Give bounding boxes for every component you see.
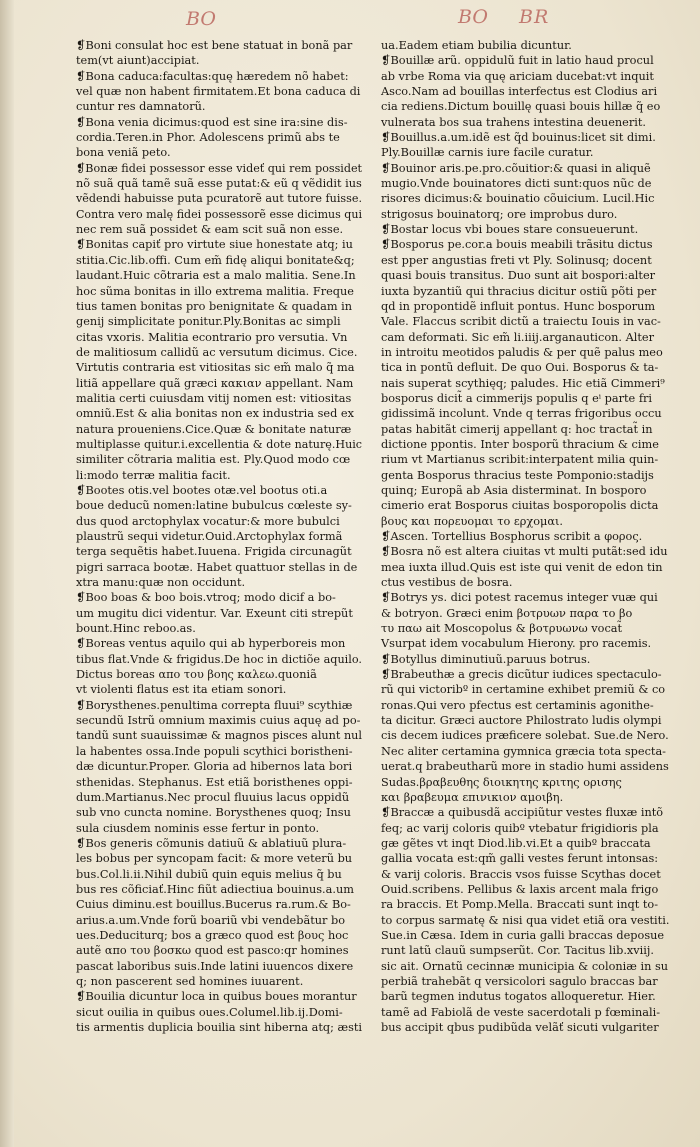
text-line: ❡Bouinor aris.pe.pro.cõuitior:& quasi in aliquẽ	[381, 161, 651, 175]
text-line: genta Bosporus thracius teste Pomponio:stadijs	[381, 468, 654, 482]
text-line: terga sequẽtis habet.Iuuena. Frigida circunagũt	[76, 545, 352, 559]
text-line: autẽ απο του βοσκω quod est pasco:qr homines	[76, 944, 349, 958]
text-line: bus accipit qbus pudibũda velãť sicuti vulgariter	[381, 1021, 659, 1034]
text-line: la habentes ossa.Inde populi scythici boristheni-	[76, 744, 353, 758]
text-line: malitia certi cuiusdam vitij nomen est: vitiositas	[76, 391, 352, 405]
text-line: rium vt Martianus scribit:interpatent milia quin-	[381, 453, 659, 467]
text-line: bus res cõficiať.Hinc fiũt adiectiua bouinus.a.um	[76, 882, 354, 896]
text-line: & varij coloris. Braccis vsos fuisse Scythas docet	[381, 867, 661, 881]
text-line: rũ qui victoribº in certamine exhibet premiũ & co	[381, 683, 666, 697]
text-line: ❡Boo boas & boo bois.vtroq; modo dicif a bo-	[76, 591, 336, 605]
text-line: ❡Botrys ys. dici potest racemus integer vuæ qui	[381, 591, 658, 605]
text-line: bount.Hinc reboo.as.	[76, 622, 196, 636]
text-line: qd in propontidẽ influit pontus. Hunc bosporum	[381, 299, 656, 313]
text-line: ❡Bouillæ arũ. oppidulũ fuit in latio haud procul	[381, 54, 654, 68]
text-line: sula ciusdem nominis esse fertur in ponto.	[76, 821, 320, 835]
text-line: dus quod arctophylax vocatur:& more bubulci	[76, 514, 340, 528]
text-line: Ply.Bouillæ carnis iure facile curatur.	[381, 146, 594, 160]
text-line: citas vxoris. Malitia econtrario pro versutia. Vn	[76, 330, 348, 344]
text-line: ab vrbe Roma via quę ariciam ducebat:vt inquit	[381, 69, 654, 83]
text-line: Nec aliter certamina gymnica græcia tota specta-	[381, 744, 667, 758]
text-line: dæ dicuntur.Proper. Gloria ad hibernos lata bori	[76, 760, 353, 774]
text-line: ❡Bosporus pe.cor.a bouis meabili trãsitu dictus	[381, 238, 653, 252]
text-line: ❡Bouillus.a.um.idẽ est q̃d bouinus:licet sit dimi.	[381, 131, 656, 145]
text-line: Ouid.scribens. Pellibus & laxis arcent mala frigo	[381, 882, 659, 896]
text-line: cuntur res damnatorũ.	[76, 100, 206, 114]
text-line: arius.a.um.Vnde forũ boariũ vbi vendebãtur bo	[76, 913, 346, 927]
text-line: secundũ Istrũ omnium maximis cuius aquę ad po-	[76, 714, 361, 728]
text-line: bus.Col.li.ii.Nihil dubiũ quin equis melius q̃ bu	[76, 867, 342, 881]
text-line: similiter cõtraria malitia est. Ply.Quod modo cœ	[76, 453, 351, 467]
text-line: mea iuxta illud.Quis est iste qui venit de edon tin	[381, 560, 663, 574]
text-line: Virtutis contraria est vitiositas sic em̃ malo q̃ ma	[76, 361, 355, 375]
text-line: cimerio erat Bosporus ciuitas bosporopolis dicta	[381, 499, 659, 513]
text-line: patas habitãt cimerij appellant q: hoc tractat̃ in	[381, 422, 653, 436]
text-line: Vale. Flaccus scribit dictũ a traiectu Iouis in vac-	[381, 315, 661, 329]
text-line: hoc sũma bonitas in illo extrema malitia. Freque	[76, 284, 354, 298]
text-line: cordia.Teren.in Phor. Adolescens primũ abs te	[76, 131, 340, 145]
text-line: vulnerata bos sua trahens intestina deuenerit.	[381, 115, 647, 129]
text-line: tandũ sunt suauissimæ & magnos pisces alunt nul	[76, 729, 362, 743]
text-line: cam deformati. Sic em̃ li.iiij.arganauticon. Alter	[381, 330, 654, 344]
text-line: ❡Bostar locus vbi boues stare consueuerunt.	[381, 223, 639, 237]
text-line: barũ tegmen indutus togatos alloqueretur. Hier.	[381, 990, 656, 1004]
text-line: cis decem iudices præficere solebat. Sue.de Nero.	[381, 729, 669, 743]
text-line: ❡Bootes otis.vel bootes otæ.vel bootus oti.a	[76, 483, 328, 497]
text-line: Cuius diminu.est bouillus.Bucerus ra.rum.& Bo-	[76, 898, 351, 912]
text-line: tica in pontũ defluit. De quo Oui. Bosporus & ta-	[381, 361, 659, 375]
text-line: sicut ouilia in quibus oues.Columel.lib.ij.Domi-	[76, 1005, 343, 1019]
text-line: sthenidas. Stephanus. Est etiã boristhenes oppi-	[76, 775, 353, 789]
text-line: tius tamen bonitas pro benignitate & quadam in	[76, 299, 353, 313]
text-line: bosporus dicit̃ a cimmerijs populis q eⁱ parte fri	[381, 391, 653, 405]
text-line: ❡Bona caduca:facultas:quę hæredem nõ habet:	[76, 69, 349, 83]
text-line: gæ gẽtes vt inqt Diod.lib.vi.Et a quibº braccata	[381, 836, 651, 850]
text-line: ❡Braccæ a quibusdã accipiũtur vestes fluxæ intõ	[381, 806, 664, 820]
text-line: τυ παω ait Moscopolus & βοτρυωνω vocat̃	[381, 622, 623, 636]
text-line: ❡Boreas ventus aquilo qui ab hyperboreis mon	[76, 637, 346, 651]
folio-heading-right-b: BR	[519, 6, 550, 28]
text-line: plaustrũ sequi videtur.Ouid.Arctophylax formã	[76, 530, 343, 543]
text-line: nec rem suã possidet & eam scit suã non esse.	[76, 223, 344, 237]
text-line: Sudas.βραβευθης διοικητης κριτης ορισης	[381, 775, 622, 789]
text-line: ❡Bonitas capiť pro virtute siue honestate atq; iu	[76, 238, 353, 252]
text-line: ❡Bona venia dicimus:quod est sine ira:sine dis-	[76, 115, 348, 129]
text-line: uerat.q brabeutharũ more in stadio humi assidens	[381, 760, 669, 774]
text-line: tibus flat.Vnde & frigidus.De hoc in dictiõe aquilo.	[76, 652, 362, 666]
text-line: dum.Martianus.Nec procul fluuius lacus oppidũ	[76, 790, 350, 804]
text-line: sub vno cuncta nomine. Borysthenes quoq; Insu	[76, 806, 351, 820]
text-line: natura proueniens.Cice.Quæ & bonitate naturæ	[76, 422, 352, 436]
text-line: mugio.Vnde bouinatores dicti sunt:quos nũc de	[381, 177, 652, 191]
folio-heading-right-a: BO	[458, 6, 488, 28]
text-line: multiplasse quitur.i.excellentia & dote naturę.Huic	[76, 437, 362, 451]
text-line: ta dicitur. Græci auctore Philostrato ludis olympi	[381, 714, 662, 728]
text-line: Contra vero malę fidei possessorẽ esse dicimus qui	[76, 207, 362, 221]
text-line: de malitiosum callidũ ac versutum dicimus. Cice.	[76, 345, 358, 359]
page-spine-shadow	[0, 0, 14, 1147]
text-line: stitia.Cic.lib.offi. Cum em̃ fidę aliqui bonitate&q;	[76, 253, 355, 267]
text-line: tis armentis duplicia bouilia sint hiberna atq; æsti	[76, 1021, 362, 1034]
text-line: les bobus per syncopam facit: & more veterũ bu	[76, 852, 353, 866]
text-line: vt violenti flatus est ita etiam sonori.	[76, 683, 287, 697]
text-line: nõ suã quã tamẽ suã esse putat:& eũ q vẽdidit ius	[76, 177, 362, 191]
text-line: xtra manu:quæ non occidunt.	[76, 576, 246, 590]
text-line: ❡Bonæ fidei possessor esse videť qui rem possidet	[76, 161, 362, 175]
text-line: genij simplicitate ponitur.Ply.Bonitas ac simpli	[76, 315, 341, 329]
text-line: boue deducũ nomen:latine bubulcus cœleste sy-	[76, 499, 352, 513]
text-line: pigri sarraca bootæ. Habet quattuor stellas in de	[76, 560, 358, 574]
text-line: pascat laboribus suis.Inde latini iuuencos dixere	[76, 959, 354, 973]
text-line: ua.Eadem etiam bubilia dicuntur.	[381, 39, 572, 52]
text-line: και βραβευμα επινικιον αμοιβη.	[381, 790, 564, 804]
text-line: ra braccis. Et Pomp.Mella. Braccati sunt inqt to-	[381, 898, 659, 912]
text-line: Dictus boreas απο του βοης καλεω.quoniã	[76, 668, 317, 682]
text-line: ctus vestibus de bosra.	[381, 576, 513, 590]
text-line: tamẽ ad Fabiolã de veste sacerdotali p fœminali-	[381, 1005, 661, 1019]
folio-heading-left: BO	[186, 8, 216, 30]
text-line: li:modo terræ malitia facit.	[76, 468, 231, 482]
text-line: gallia vocata est:qm̃ galli vestes ferunt intonsas:	[381, 852, 659, 866]
text-line: cia rediens.Dictum bouillę quasi bouis hillæ q̃ eo	[381, 100, 661, 114]
text-line: ❡Bos generis cõmunis datiuũ & ablatiuũ plura-	[76, 836, 347, 850]
left-text-column	[76, 38, 362, 1035]
text-line: ❡Borysthenes.penultima correpta fluui⁹ scythiæ	[76, 698, 353, 712]
text-line: perbiã trahebãt q versicolori sagulo braccas bar	[381, 974, 658, 988]
text-line: βους και πορευομαι το ερχομαι.	[381, 514, 563, 528]
text-line: ❡Brabeuthæ a grecis dicũtur iudices spectaculo-	[381, 668, 662, 682]
text-line: quasi bouis transitus. Duo sunt ait bospori:alter	[381, 269, 656, 283]
text-line: litiã appellare quã græci κακιαν appellant. Nam	[76, 376, 354, 390]
text-line: in introitu meotidos paludis & per quẽ palus meo	[381, 345, 663, 359]
text-line: Sue.in Cæsa. Idem in curia galli braccas deposue	[381, 928, 665, 942]
text-line: strigosus bouinatorq; ore improbus duro.	[381, 207, 618, 221]
text-line: ❡Boni consulat hoc est bene statuat in bonã par	[76, 39, 353, 52]
text-line: q; non pascerent sed homines iuuarent.	[76, 974, 304, 988]
text-line: vẽdendi habuisse puta pcuratorẽ aut tutore fuisse.	[76, 192, 362, 206]
text-line: & botryon. Græci enim βοτρυων παρα το βο	[381, 606, 633, 620]
text-line: ❡Bouilia dicuntur loca in quibus boues morantur	[76, 990, 357, 1004]
text-line: ronas.Qui vero pfectus est certaminis agonithe-	[381, 698, 654, 712]
text-line: tem(vt aiunt)accipiat.	[76, 54, 200, 68]
text-line: iuxta byzantiũ qui thracius dicitur ostiũ põti per	[381, 284, 657, 298]
text-line: ❡Bosra nõ est altera ciuitas vt multi putãt:sed idu	[381, 545, 668, 559]
text-line: quinq; Europã ab Asia disterminat. In bosporo	[381, 483, 647, 497]
text-line: nais superat scythięq; paludes. Hic etiã Cimmeri⁹	[381, 376, 665, 390]
text-line: ues.Deduciturq; bos a græco quod est βους hoc	[76, 928, 349, 942]
text-line: omniũ.Est & alia bonitas non ex industria sed ex	[76, 407, 354, 421]
text-line: risores dicimus:& bouinatio cõuicium. Lucil.Hic	[381, 192, 655, 206]
text-line: runt latũ clauũ sumpserũt. Cor. Tacitus lib.xviij.	[381, 944, 654, 958]
text-line: Asco.Nam ad bouillas interfectus est Clodius ari	[381, 85, 658, 99]
text-line: dictione ppontis. Inter bosporũ thracium & cime	[381, 437, 659, 451]
text-line: to corpus sarmatę & nisi qua videt etiã ora vestiti.	[381, 913, 670, 927]
text-line: laudant.Huic cõtraria est a malo malitia. Sene.In	[76, 269, 356, 283]
right-text-column	[381, 38, 699, 1035]
text-line: bona veniã peto.	[76, 146, 171, 160]
text-line: ❡Botyllus diminutiuũ.paruus botrus.	[381, 652, 591, 666]
text-line: ❡Ascen. Tortellius Bosphorus scribit a φορος.	[381, 530, 643, 543]
text-line: Vsurpat idem vocabulum Hierony. pro racemis.	[381, 637, 652, 651]
text-line: feq; ac varij coloris quibº vtebatur frigidioris pla	[381, 821, 659, 835]
text-line: gidissimã incolunt. Vnde q terras frigoribus occu	[381, 407, 662, 421]
text-line: sic ait. Ornatũ cecinnæ municipia & coloniæ in su	[381, 959, 669, 973]
text-line: um mugitu dici videntur. Var. Exeunt citi strepũt	[76, 606, 353, 620]
text-line: vel quæ non habent firmitatem.Et bona caduca di	[76, 85, 361, 99]
text-line: est pper angustias freti vt Ply. Solinusq; docent	[381, 253, 652, 267]
